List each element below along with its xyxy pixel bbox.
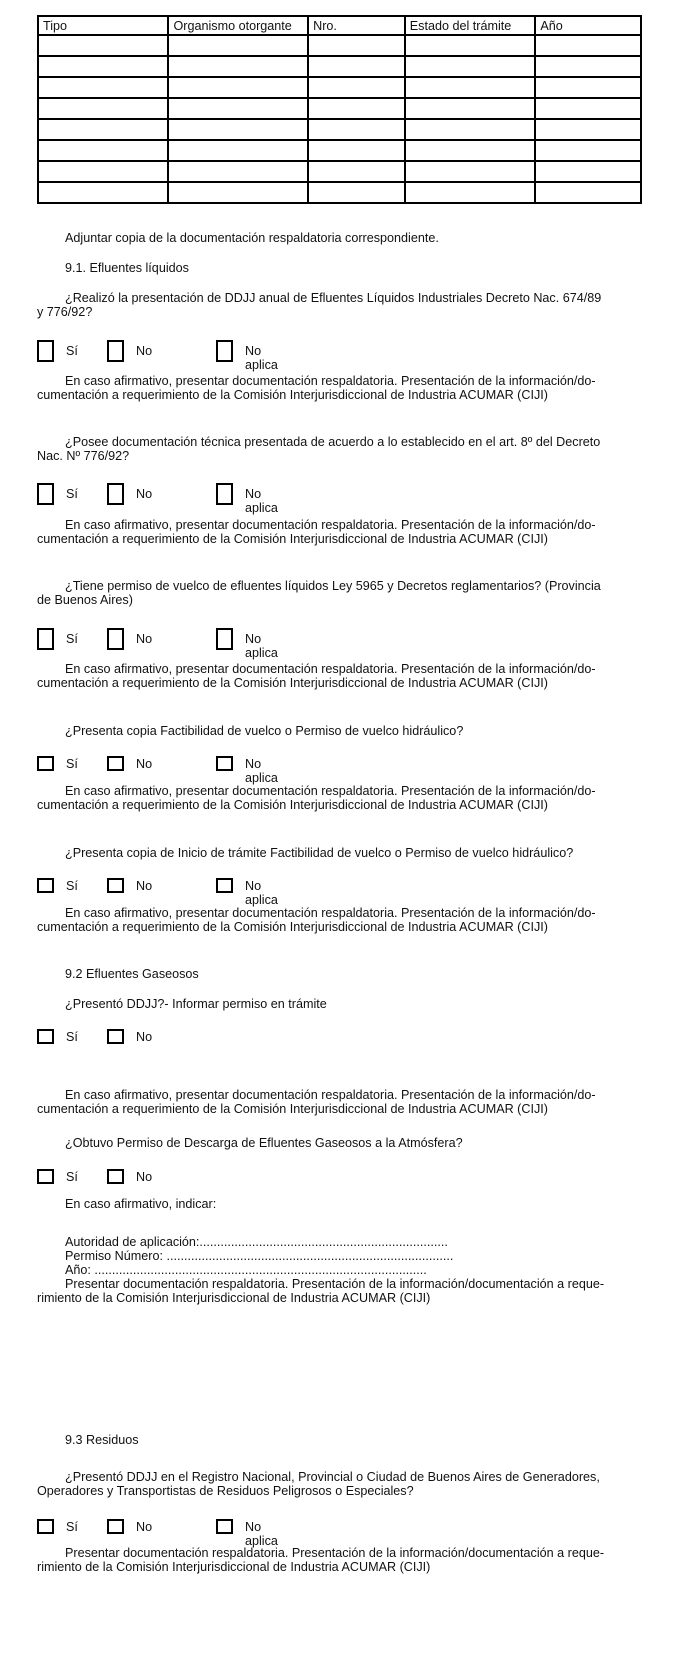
table-cell-organismo[interactable] xyxy=(168,56,308,77)
checkbox-no[interactable] xyxy=(107,756,124,771)
table-cell-anio[interactable] xyxy=(535,77,641,98)
checkbox-label-yes: Sí xyxy=(66,632,78,646)
checkbox-not-applicable[interactable] xyxy=(216,628,233,650)
checkbox-label-not-applicable: No aplica xyxy=(245,1520,278,1548)
table-cell-tipo[interactable] xyxy=(38,119,168,140)
support-note-9-1-3-cont: cumentación a requerimiento de la Comisión Interjurisdiccional de Industria ACUMAR (CIJI) xyxy=(37,676,548,690)
checkbox-label-no: No xyxy=(136,632,153,646)
support-note-9-1-2: En caso afirmativo, presentar documentación respaldatoria. Presentación de la información/do- xyxy=(65,518,596,532)
column-header-tipo: Tipo xyxy=(38,16,168,35)
support-note-9-2-1-cont: cumentación a requerimiento de la Comisión Interjurisdiccional de Industria ACUMAR (CIJI) xyxy=(37,1102,548,1116)
attach-note: Adjuntar copia de la documentación respaldatoria correspondiente. xyxy=(65,231,439,245)
table-cell-organismo[interactable] xyxy=(168,182,308,203)
support-note-9-1-2-cont: cumentación a requerimiento de la Comisión Interjurisdiccional de Industria ACUMAR (CIJI) xyxy=(37,532,548,546)
table-cell-tipo[interactable] xyxy=(38,56,168,77)
permit-number-field[interactable]: Permiso Número: .................................................................................. xyxy=(65,1249,454,1263)
table-cell-nro[interactable] xyxy=(308,119,405,140)
checkbox-label-yes: Sí xyxy=(66,1520,78,1534)
table-cell-anio[interactable] xyxy=(535,182,641,203)
checkbox-label-no: No xyxy=(136,757,153,771)
checkbox-label-no: No xyxy=(136,1170,153,1184)
table-cell-estado[interactable] xyxy=(405,56,536,77)
table-row xyxy=(38,161,641,182)
table-cell-organismo[interactable] xyxy=(168,140,308,161)
checkbox-not-applicable[interactable] xyxy=(216,483,233,505)
table-cell-nro[interactable] xyxy=(308,182,405,203)
table-cell-tipo[interactable] xyxy=(38,182,168,203)
table-cell-tipo[interactable] xyxy=(38,161,168,182)
indicate-label: En caso afirmativo, indicar: xyxy=(65,1197,217,1211)
checkbox-label-not-applicable: No aplica xyxy=(245,344,278,372)
checkbox-no[interactable] xyxy=(107,1519,124,1534)
checkbox-yes[interactable] xyxy=(37,1169,54,1184)
table-row xyxy=(38,35,641,56)
table-header-row xyxy=(38,16,641,35)
table-cell-nro[interactable] xyxy=(308,77,405,98)
checkbox-label-no: No xyxy=(136,344,153,358)
checkbox-not-applicable[interactable] xyxy=(216,878,233,893)
table-cell-anio[interactable] xyxy=(535,35,641,56)
checkbox-no[interactable] xyxy=(107,628,124,650)
table-cell-estado[interactable] xyxy=(405,140,536,161)
checkbox-label-yes: Sí xyxy=(66,757,78,771)
table-cell-organismo[interactable] xyxy=(168,77,308,98)
present-note-9-3: Presentar documentación respaldatoria. Presentación de la información/documentación a reque- xyxy=(65,1546,605,1560)
table-row xyxy=(38,182,641,203)
table-cell-tipo[interactable] xyxy=(38,98,168,119)
table-cell-nro[interactable] xyxy=(308,140,405,161)
question-9-2-2: ¿Obtuvo Permiso de Descarga de Efluentes Gaseosos a la Atmósfera? xyxy=(65,1136,463,1150)
table-cell-estado[interactable] xyxy=(405,119,536,140)
table-row xyxy=(38,77,641,98)
table-cell-nro[interactable] xyxy=(308,56,405,77)
table-cell-anio[interactable] xyxy=(535,119,641,140)
support-note-9-1-5: En caso afirmativo, presentar documentación respaldatoria. Presentación de la información/do- xyxy=(65,906,596,920)
table-cell-organismo[interactable] xyxy=(168,119,308,140)
table-cell-tipo[interactable] xyxy=(38,35,168,56)
table-cell-nro[interactable] xyxy=(308,35,405,56)
checkbox-label-yes: Sí xyxy=(66,879,78,893)
question-9-1-4: ¿Presenta copia Factibilidad de vuelco o Permiso de vuelco hidráulico? xyxy=(65,724,464,738)
checkbox-not-applicable[interactable] xyxy=(216,340,233,362)
checkbox-label-no: No xyxy=(136,1520,153,1534)
checkbox-label-not-applicable: No aplica xyxy=(245,879,278,907)
table-cell-estado[interactable] xyxy=(405,98,536,119)
support-note-9-1-4-cont: cumentación a requerimiento de la Comisión Interjurisdiccional de Industria ACUMAR (CIJI) xyxy=(37,798,548,812)
checkbox-yes[interactable] xyxy=(37,1029,54,1044)
table-cell-nro[interactable] xyxy=(308,161,405,182)
support-note-9-2-1: En caso afirmativo, presentar documentación respaldatoria. Presentación de la información/do- xyxy=(65,1088,596,1102)
table-cell-estado[interactable] xyxy=(405,182,536,203)
present-note-9-2: Presentar documentación respaldatoria. Presentación de la información/documentación a reque- xyxy=(65,1277,605,1291)
checkbox-not-applicable[interactable] xyxy=(216,1519,233,1534)
table-row xyxy=(38,56,641,77)
table-row xyxy=(38,119,641,140)
question-9-1-3-cont: de Buenos Aires) xyxy=(37,593,133,607)
section-9-3-title: 9.3 Residuos xyxy=(65,1433,139,1447)
checkbox-yes[interactable] xyxy=(37,756,54,771)
support-note-9-1-1-cont: cumentación a requerimiento de la Comisión Interjurisdiccional de Industria ACUMAR (CIJI) xyxy=(37,388,548,402)
column-header-organismo: Organismo otorgante xyxy=(168,16,308,35)
column-header-estado: Estado del trámite xyxy=(405,16,536,35)
table-cell-anio[interactable] xyxy=(535,56,641,77)
table-cell-anio[interactable] xyxy=(535,161,641,182)
question-9-1-3: ¿Tiene permiso de vuelco de efluentes líquidos Ley 5965 y Decretos reglamentarios? (Provincia xyxy=(65,579,601,593)
question-9-1-5: ¿Presenta copia de Inicio de trámite Factibilidad de vuelco o Permiso de vuelco hidráulico? xyxy=(65,846,574,860)
authority-field[interactable]: Autoridad de aplicación:....................................................................... xyxy=(65,1235,448,1249)
checkbox-yes[interactable] xyxy=(37,878,54,893)
question-9-1-1-cont: y 776/92? xyxy=(37,305,93,319)
question-9-1-1: ¿Realizó la presentación de DDJJ anual de Efluentes Líquidos Industriales Decreto Nac. 674/89 xyxy=(65,291,602,305)
checkbox-label-yes: Sí xyxy=(66,1030,78,1044)
table-cell-anio[interactable] xyxy=(535,98,641,119)
support-note-9-1-1: En caso afirmativo, presentar documentación respaldatoria. Presentación de la información/do- xyxy=(65,374,596,388)
year-field[interactable]: Año: ............................................................................................... xyxy=(65,1263,427,1277)
question-9-1-2-cont: Nac. Nº 776/92? xyxy=(37,449,130,463)
question-9-2-1: ¿Presentó DDJJ?- Informar permiso en trámite xyxy=(65,997,327,1011)
checkbox-label-not-applicable: No aplica xyxy=(245,757,278,785)
checkbox-label-yes: Sí xyxy=(66,1170,78,1184)
question-9-3-1: ¿Presentó DDJJ en el Registro Nacional, Provincial o Ciudad de Buenos Aires de Generadores, xyxy=(65,1470,600,1484)
table-cell-nro[interactable] xyxy=(308,98,405,119)
table-cell-organismo[interactable] xyxy=(168,98,308,119)
checkbox-yes[interactable] xyxy=(37,628,54,650)
column-header-anio: Año xyxy=(535,16,641,35)
checkbox-no[interactable] xyxy=(107,878,124,893)
table-cell-estado[interactable] xyxy=(405,161,536,182)
section-9-2-title: 9.2 Efluentes Gaseosos xyxy=(65,967,199,981)
support-note-9-1-5-cont: cumentación a requerimiento de la Comisión Interjurisdiccional de Industria ACUMAR (CIJI) xyxy=(37,920,548,934)
table-row xyxy=(38,140,641,161)
question-9-1-2: ¿Posee documentación técnica presentada de acuerdo a lo establecido en el art. 8º del Decreto xyxy=(65,435,601,449)
checkbox-label-yes: Sí xyxy=(66,487,78,501)
table-cell-tipo[interactable] xyxy=(38,140,168,161)
checkbox-no[interactable] xyxy=(107,340,124,362)
table-cell-organismo[interactable] xyxy=(168,35,308,56)
present-note-9-3-cont: rimiento de la Comisión Interjurisdiccional de Industria ACUMAR (CIJI) xyxy=(37,1560,431,1574)
checkbox-label-no: No xyxy=(136,487,153,501)
table-cell-organismo[interactable] xyxy=(168,161,308,182)
checkbox-no[interactable] xyxy=(107,1169,124,1184)
checkbox-label-not-applicable: No aplica xyxy=(245,632,278,660)
table-row xyxy=(38,98,641,119)
checkbox-label-yes: Sí xyxy=(66,344,78,358)
column-header-nro: Nro. xyxy=(308,16,405,35)
checkbox-yes[interactable] xyxy=(37,340,54,362)
checkbox-no[interactable] xyxy=(107,483,124,505)
section-9-1-title: 9.1. Efluentes líquidos xyxy=(65,261,189,275)
support-note-9-1-3: En caso afirmativo, presentar documentación respaldatoria. Presentación de la información/do- xyxy=(65,662,596,676)
table-cell-estado[interactable] xyxy=(405,77,536,98)
table-cell-estado[interactable] xyxy=(405,35,536,56)
present-note-9-2-cont: rimiento de la Comisión Interjurisdiccional de Industria ACUMAR (CIJI) xyxy=(37,1291,431,1305)
table-cell-tipo[interactable] xyxy=(38,77,168,98)
checkbox-label-no: No xyxy=(136,1030,153,1044)
table-cell-anio[interactable] xyxy=(535,140,641,161)
question-9-3-1-cont: Operadores y Transportistas de Residuos Peligrosos o Especiales? xyxy=(37,1484,414,1498)
permits-table xyxy=(37,15,642,204)
checkbox-yes[interactable] xyxy=(37,1519,54,1534)
checkbox-label-no: No xyxy=(136,879,153,893)
checkbox-not-applicable[interactable] xyxy=(216,756,233,771)
checkbox-no[interactable] xyxy=(107,1029,124,1044)
checkbox-yes[interactable] xyxy=(37,483,54,505)
support-note-9-1-4: En caso afirmativo, presentar documentación respaldatoria. Presentación de la información/do- xyxy=(65,784,596,798)
checkbox-label-not-applicable: No aplica xyxy=(245,487,278,515)
